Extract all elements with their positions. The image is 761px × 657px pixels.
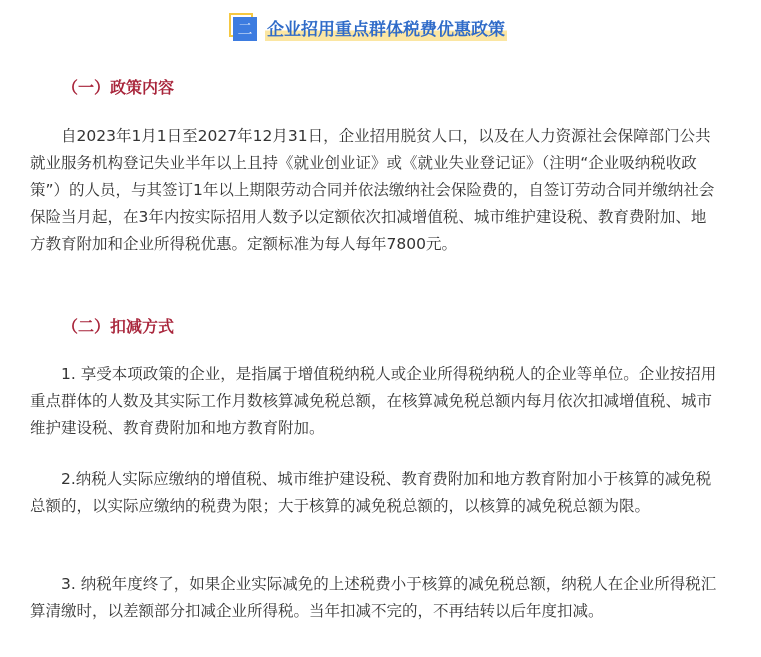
section-heading-policy-content: （一）政策内容 <box>62 78 175 97</box>
badge-number: 二 <box>233 17 257 41</box>
policy-content-paragraph: 自2023年1月1日至2027年12月31日，企业招用脱贫人口，以及在人力资源社会保障部门公共就业服务机构登记失业半年以上且持《就业创业证》或《就业失业登记证》（注明“企业吸纳税收政策”）的人员，与其签订1年以上期限劳动合同并依法缴纳社会保险费的，自签订劳动合同并缴纳社会保险当月起，在3年内按实际招用人数予以定额依次扣减增值税、城市维护建设税、教育费附加、地方教育附加和企业所得税优惠。定额标准为每人每年7800元。 <box>30 127 715 253</box>
deduction-paragraph-3: 3. 纳税年度终了，如果企业实际减免的上述税费小于核算的减免税总额，纳税人在企业所得税汇算清缴时，以差额部分扣减企业所得税。当年扣减不完的，不再结转以后年度扣减。 <box>30 575 717 620</box>
page-title: 企业招用重点群体税费优惠政策 <box>265 13 507 41</box>
section-header <box>229 10 507 44</box>
deduction-paragraph-2: 2.纳税人实际应缴纳的增值税、城市维护建设税、教育费附加和地方教育附加小于核算的减免税总额的，以实际应缴纳的税费为限；大于核算的减免税总额的，以核算的减免税总额为限。 <box>30 470 712 515</box>
section-heading-deduction-method: （二）扣减方式 <box>62 317 175 336</box>
section-number-badge <box>229 13 257 41</box>
deduction-paragraph-1: 1. 享受本项政策的企业，是指属于增值税纳税人或企业所得税纳税人的企业等单位。企业按招用重点群体的人数及其实际工作月数核算减免税总额，在核算减免税总额内每月依次扣减增值税、城市维护建设税、教育费附加和地方教育附加。 <box>30 365 717 437</box>
